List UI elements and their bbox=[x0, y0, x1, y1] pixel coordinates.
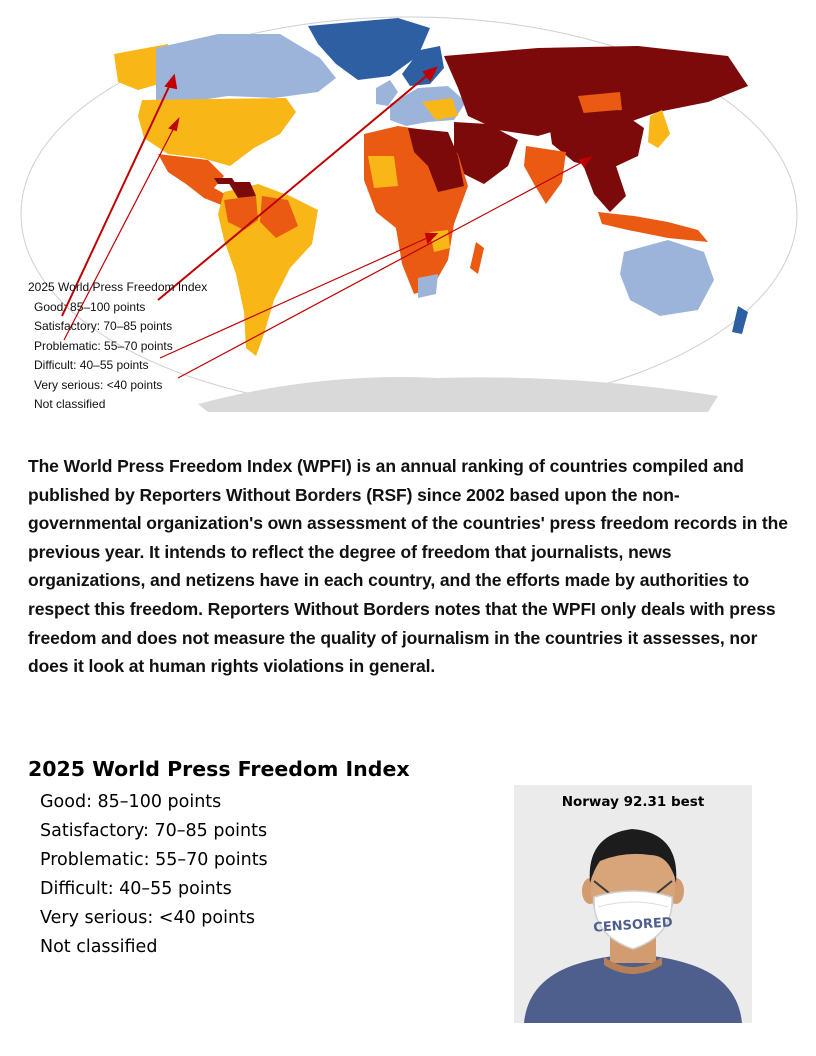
world-press-freedom-map bbox=[18, 16, 800, 412]
map-legend-item: Difficult: 40–55 points bbox=[34, 358, 149, 372]
map-legend-item: Not classified bbox=[34, 397, 106, 411]
censored-person-illustration bbox=[514, 785, 752, 1023]
map-legend-item: Good: 85–100 points bbox=[34, 299, 146, 314]
legend-item-difficult: Difficult: 40–55 points bbox=[40, 879, 232, 899]
legend-item-good: Good: 85–100 points bbox=[40, 792, 222, 812]
censored-illustration-card bbox=[514, 785, 752, 1023]
shirt-graphic bbox=[524, 955, 742, 1023]
map-legend-item: Very serious: <40 points bbox=[34, 377, 163, 392]
map-legend-item: Satisfactory: 70–85 points bbox=[34, 319, 173, 333]
map-legend bbox=[28, 278, 207, 415]
card-caption: Norway 92.31 best bbox=[561, 794, 705, 810]
mask-text: CENSORED bbox=[592, 915, 674, 936]
legend-title: 2025 World Press Freedom Index bbox=[28, 757, 410, 781]
legend-item-problematic: Problematic: 55–70 points bbox=[40, 850, 268, 870]
legend-item-satisfactory: Satisfactory: 70–85 points bbox=[40, 821, 268, 841]
legend-list bbox=[40, 788, 268, 962]
description-paragraph: The World Press Freedom Index (WPFI) is an annual ranking of countries compiled and published by Reporters Without Borders (RSF) since 2002 based upon the non-governmental organization's own assessment of the countries' press freedom records in the previous year. It intends to reflect the degree of freedom that journalists, news organizations, and netizens have in each country, and the efforts made by authorities to respect this freedom. Reporters Without Borders notes that the WPFI only deals with press freedom and does not measure the quality of journalism in the countries it assesses, nor does it look at human rights violations in general. bbox=[28, 456, 788, 677]
legend-item-very-serious: Very serious: <40 points bbox=[40, 908, 256, 928]
legend-item-not-classified: Not classified bbox=[40, 937, 158, 957]
map-legend-item: Problematic: 55–70 points bbox=[34, 338, 173, 353]
map-legend-title: 2025 World Press Freedom Index bbox=[28, 280, 208, 294]
